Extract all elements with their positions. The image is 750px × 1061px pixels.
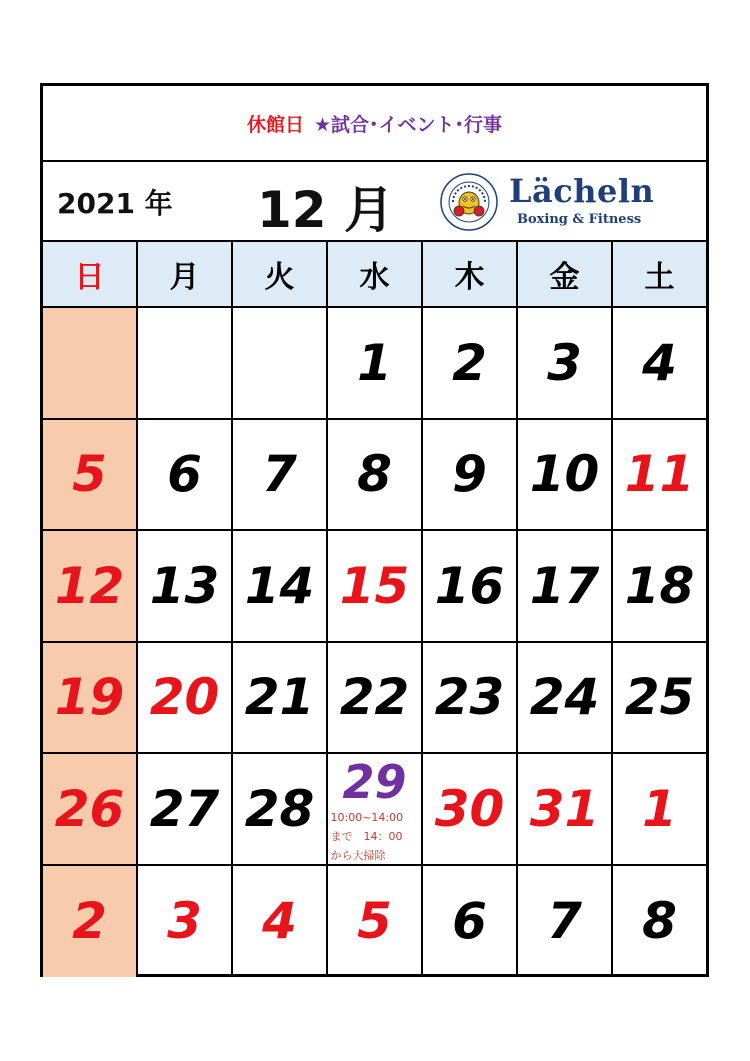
day-cell	[328, 420, 423, 532]
day-cell	[43, 866, 138, 978]
day-number: 11	[624, 445, 695, 504]
day-number: 1	[642, 779, 677, 838]
day-cell	[423, 531, 518, 643]
day-number: 28	[244, 779, 315, 838]
day-number: 8	[357, 445, 392, 504]
day-cell	[138, 754, 233, 866]
week-row	[43, 643, 706, 755]
day-number: 13	[149, 556, 220, 615]
day-number: 22	[339, 668, 410, 727]
day-number: 5	[357, 892, 392, 951]
weekday-header: 木	[423, 242, 518, 308]
day-number: 10	[529, 445, 600, 504]
legend	[43, 86, 706, 162]
day-cell	[233, 754, 328, 866]
day-cell	[423, 308, 518, 420]
day-note: まで 14：00	[330, 830, 403, 843]
day-number: 5	[72, 445, 107, 504]
day-number: 19	[54, 668, 125, 727]
day-cell	[518, 308, 613, 420]
week-row	[43, 866, 706, 978]
day-number: 12	[54, 556, 125, 615]
week-row	[43, 308, 706, 420]
day-cell	[43, 643, 138, 755]
day-number: 4	[262, 892, 297, 951]
day-cell	[138, 866, 233, 978]
day-number: 7	[547, 892, 582, 951]
day-cell	[233, 531, 328, 643]
day-note: から大掃除	[330, 849, 386, 862]
day-number: 6	[452, 892, 487, 951]
day-cell	[613, 531, 706, 643]
day-cell	[328, 308, 423, 420]
day-number: 15	[339, 556, 410, 615]
day-number: 26	[54, 779, 125, 838]
logo-subtitle: Boxing & Fitness	[517, 212, 642, 227]
day-cell	[233, 308, 328, 420]
year-label: 2021 年	[57, 187, 173, 220]
day-number: 25	[624, 668, 695, 727]
legend-event: ★試合･イベント･行事	[313, 113, 503, 136]
day-number: 27	[149, 779, 220, 838]
day-number: 8	[642, 892, 677, 951]
week-row	[43, 420, 706, 532]
day-cell	[518, 643, 613, 755]
day-cell	[233, 643, 328, 755]
weekday-header: 火	[233, 242, 328, 308]
day-number: 31	[529, 779, 600, 838]
day-number: 3	[547, 333, 582, 392]
day-number: 16	[434, 556, 505, 615]
week-row	[43, 754, 706, 866]
weekday-header: 月	[138, 242, 233, 308]
lacheln-logo	[433, 174, 663, 232]
day-cell	[613, 866, 706, 978]
day-number: 30	[434, 779, 505, 838]
day-cell	[138, 531, 233, 643]
day-cell	[43, 531, 138, 643]
day-cell	[613, 308, 706, 420]
day-cell	[423, 643, 518, 755]
day-number: 23	[434, 668, 505, 727]
day-cell	[613, 643, 706, 755]
day-number: 4	[642, 333, 677, 392]
day-number: 7	[262, 445, 297, 504]
day-number: 6	[167, 445, 202, 504]
day-cell	[613, 420, 706, 532]
title-row	[43, 162, 706, 242]
day-number: 21	[244, 668, 315, 727]
day-cell	[328, 866, 423, 978]
day-number: 2	[452, 333, 487, 392]
weekday-header: 金	[518, 242, 613, 308]
day-cell	[328, 754, 423, 866]
day-number: 1	[357, 333, 392, 392]
day-cell	[328, 531, 423, 643]
day-cell	[43, 420, 138, 532]
day-cell	[423, 754, 518, 866]
day-number: 18	[624, 556, 695, 615]
week-row	[43, 531, 706, 643]
day-number: 20	[149, 668, 220, 727]
day-cell	[233, 866, 328, 978]
day-number: 9	[452, 445, 487, 504]
day-cell	[423, 420, 518, 532]
day-cell	[518, 866, 613, 978]
day-cell	[518, 420, 613, 532]
day-note: 10:00~14:00	[330, 811, 404, 824]
month-label: 12 月	[257, 181, 394, 239]
weekday-header-row	[43, 242, 706, 308]
day-number: 17	[529, 556, 600, 615]
day-number: 29	[342, 755, 407, 809]
day-number: 2	[72, 892, 107, 951]
day-number: 24	[529, 668, 600, 727]
weekday-header: 日	[43, 242, 138, 308]
day-cell	[423, 866, 518, 978]
day-number: 14	[244, 556, 315, 615]
day-cell	[43, 754, 138, 866]
weekday-header: 水	[328, 242, 423, 308]
legend-closed-day: 休館日	[246, 113, 304, 136]
day-number: 3	[167, 892, 202, 951]
day-cell	[43, 308, 138, 420]
calendar-grid	[43, 242, 706, 977]
day-cell	[138, 308, 233, 420]
day-cell	[233, 420, 328, 532]
day-cell	[138, 643, 233, 755]
day-cell	[138, 420, 233, 532]
day-cell	[613, 754, 706, 866]
day-cell	[328, 643, 423, 755]
mascot-emblem-icon	[439, 172, 499, 232]
day-cell	[518, 531, 613, 643]
weekday-header: 土	[613, 242, 706, 308]
calendar-sheet	[40, 83, 709, 977]
day-cell	[518, 754, 613, 866]
logo-name: Lächeln	[509, 172, 655, 210]
